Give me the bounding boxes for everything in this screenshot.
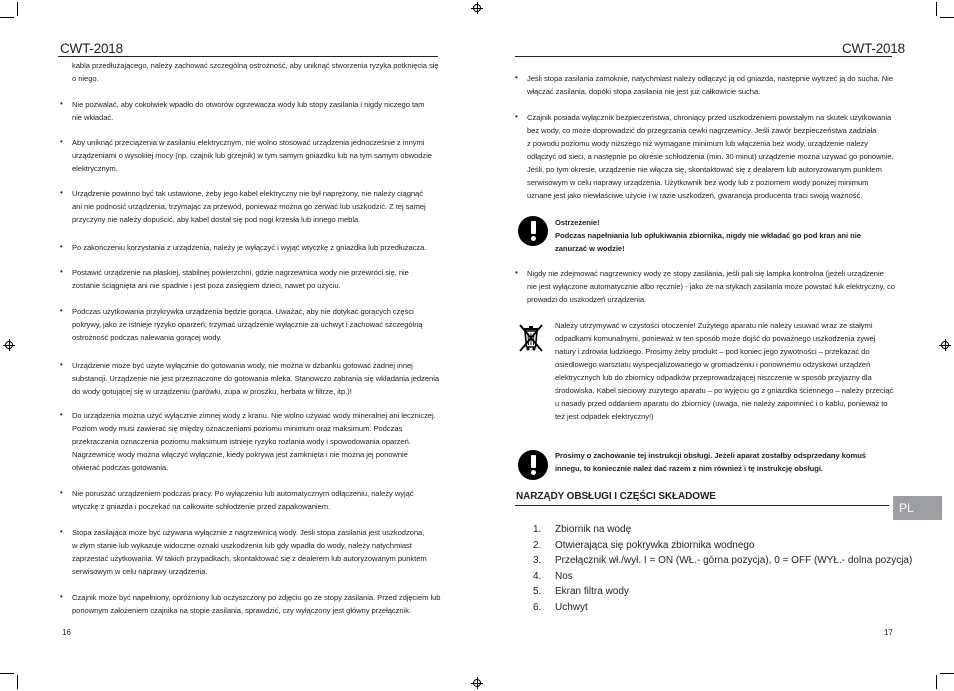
text-line: Aby uniknąć przeciążenia w zasilaniu elektrycznym, nie wolno stosować urządzenia jednocześnie z innymi (72, 138, 425, 147)
header-rule (515, 56, 892, 57)
bullet-paragraph (72, 526, 427, 578)
bullet-marker: • (60, 410, 63, 419)
text-line: też jest odpadek elektryczny!) (555, 412, 654, 421)
text-line: zanurzać w wodzie! (555, 244, 625, 253)
bullet-paragraph (527, 111, 894, 202)
page-header-model: CWT-2018 (60, 41, 123, 56)
language-tab: PL (893, 496, 942, 520)
text-line: przyczyny nie należy dopuścić, aby kabel dostał się pod nogi krzesła lub innego mebla. (72, 215, 361, 224)
text-line: pokrywy, jako że istnieje ryzyko oparzeń; trzymać urządzenie wyłącznie za uchwyt i zachować szczególną (72, 320, 423, 329)
bullet-marker: • (515, 112, 518, 121)
bullet-paragraph (72, 136, 432, 175)
text-line: przekraczania oznaczenia poziomu maksimum istnieje ryzyko rozlania wody i spowodowania oparzeń. (72, 437, 411, 446)
text-line: substancji. Urządzenie nie jest przeznaczone do gotowania mleka. Stanowczo zabrania się wkładania jedzenia (72, 374, 440, 383)
text-line: Prosimy o zachowanie tej instrukcji obsługi. Jeżeli aparat zostałby odsprzedany komuś (555, 451, 866, 460)
bullet-paragraph (527, 72, 893, 98)
text-line: o niego. (72, 74, 99, 83)
text-line: Nigdy nie zdejmować nagrzewnicy wody ze stopy zasilania, jeśli pali się lampka kontrolna (jeżeli urządzenie (527, 269, 884, 278)
item-label: Otwierająca się pokrywka zbiornika wodnego (555, 539, 755, 551)
item-label: Nos (555, 570, 573, 582)
parts-list-item (533, 540, 755, 551)
item-number: 4. (533, 570, 542, 582)
crossed-bin-icon (517, 322, 545, 354)
text-line: elektrycznych lub do zbiornicy odpadków przeprowadzającej niszczenie w sposób przyjazny dla (555, 373, 872, 382)
bullet-marker: • (60, 488, 63, 497)
text-line: Podczas napełniania lub opłukiwania zbiornika, nigdy nie wkładać go pod kran ani nie (555, 231, 861, 240)
text-line: środowiska. Kabel sieciowy zużytego aparatu – po wyjęciu go z gniazdka ściennego – należy przeciąć (555, 386, 894, 395)
text-line: Urządzenie powinno być tak ustawione, żeby jego kabel elektryczny nie był naprężony, nie należy ciągnąć (72, 189, 423, 198)
header-rule (58, 56, 438, 57)
text-line: z powodu poziomu wody niższego niż wymagane minimum lub włączenia bez wody, urządzenie należy (527, 139, 868, 148)
item-number: 1. (533, 524, 542, 535)
text-line: serwisowym w celu naprawy urządzenia. Użytkownik bez wody lub z poziomem wody poniżej minimum (527, 178, 869, 187)
section-title: NARZĄDY OBSŁUGI I CZĘŚCI SKŁADOWE (516, 491, 716, 502)
bullet-paragraph (72, 591, 440, 617)
bullet-paragraph (72, 266, 409, 292)
text-line: Należy utrzymywać w czystości otoczenie! Zużytego aparatu nie należy usuwać wraz ze stałymi (555, 321, 873, 330)
text-line: Do urządzenia można użyć wyłącznie zimnej wody z kranu. Nie wolno używać wody mineralnej ani leczniczej. (72, 411, 436, 420)
instruction-notice (555, 449, 866, 475)
item-label: Uchwyt (555, 602, 588, 613)
bullet-paragraph (72, 98, 424, 124)
text-line: zaprzestać użytkowania. W takich przypadkach, skontaktować się z dealerem lub autoryzowanym punktem (72, 554, 427, 563)
text-line: Urządzenie może być użyte wyłącznie do gotowania wody, nie można w dzbanku gotować żadnej innej (72, 361, 413, 370)
text-line: ani nie podnosić urządzenia, trzymając za przewód, ponieważ można go zerwać lub uszkodzić. Z tej samej (72, 202, 426, 211)
text-line: włączać zasilania, dopóki stopa zasilania nie jest już całkowicie sucha. (527, 87, 761, 96)
parts-list-item (533, 602, 588, 613)
text-line: elektrycznym. (72, 164, 118, 173)
warning-text (555, 229, 861, 255)
text-line: Czajnik posiada wyłącznik bezpieczeństwa, chroniący przed uszkodzeniem powstałym na skutek użytkowania (527, 113, 892, 122)
text-line: Po zakończeniu korzystania z urządzenia, należy je wyłączyć i wyjąć wtyczkę z gniazdka lub przedłużacza. (72, 243, 427, 252)
text-line: serwisowym w celu naprawy urządzenia. (72, 567, 208, 576)
page-number: 17 (884, 628, 893, 637)
text-line: w złym stanie lub wykazuje widoczne oznaki uszkodzenia lub gdy wpadła do wody, należy natychmiast (72, 541, 412, 550)
page-header-model: CWT-2018 (842, 41, 905, 56)
text-line: odpadkami komunalnymi, ponieważ w ten sposób może dojść do poważnego uszkodzenia żywej (555, 334, 876, 343)
section-rule (515, 505, 889, 506)
exclamation-icon (518, 450, 548, 480)
text-line: nie jest wyłączone automatycznie albo ręcznie) - jako że na stykach zasilania może powstać łuk elektryczny, co (527, 282, 895, 291)
text-line: otwierać podczas gotowania. (72, 463, 169, 472)
text-line: ostrożność podczas nalewania gorącej wody. (72, 333, 222, 342)
bullet-marker: • (60, 306, 63, 315)
text-line: zostanie ściągnięta ani nie spadnie i jest poza zasięgiem dzieci, nawet po użyciu. (72, 281, 341, 290)
item-number: 5. (533, 586, 542, 598)
text-line: do wody gotującej się w urządzeniu (parówki, zupa w proszku, herbata w filtrze, itp.)! (72, 387, 352, 396)
bullet-marker: • (60, 188, 63, 197)
parts-list-item (533, 524, 631, 535)
bullet-paragraph (72, 305, 423, 344)
bullet-marker: • (60, 242, 63, 251)
item-number: 2. (533, 539, 542, 551)
item-label: Zbiornik na wodę (555, 524, 632, 535)
bullet-marker: • (60, 137, 63, 146)
bullet-marker: • (60, 99, 63, 108)
bullet-paragraph (72, 487, 414, 513)
text-line: urządzeniami o wysokiej mocy (np. czajnik lub grzejnik) w tym samym gniazdku lub na tym samym obwodzie (72, 151, 432, 160)
continuation-paragraph (72, 59, 439, 85)
bullet-paragraph (72, 241, 426, 254)
item-number: 6. (533, 602, 542, 613)
bullet-paragraph (527, 267, 895, 306)
text-line: Nagrzewnicę wody można włączyć wyłącznie, kiedy pokrywa jest zamknięta i nie można jej ponownie (72, 450, 408, 459)
text-line: nie wkładać. (72, 113, 114, 122)
text-line: Nie pozwalać, aby cokolwiek wpadło do otworów ogrzewacza wody lub stopy zasilania i nigdy niczego tam (72, 100, 425, 109)
text-line: bez wody, co może doprowadzić do przegrzania cewki nagrzewnicy. Jeśli zawór bezpieczeństwa zadziała (527, 126, 877, 135)
text-line: Czajnik może być napełniony, opróżniony lub oczyszczony po zdjęciu go ze stopy zasilania. Przed zdjęciem lub (72, 593, 441, 602)
text-line: osiedlowego warsztatu wyspecjalizowanego w gromadzeniu i ponownemu odzyskowi urządzeń (555, 360, 871, 369)
text-line: odłączyć od sieci, a następnie po okresie schłodzenia (min. 30 minut) urządzenie można używać go ponownie. (527, 152, 894, 161)
weee-text (555, 319, 893, 423)
text-line: prowadzi do uszkodzeń urządzenia. (527, 295, 647, 304)
text-line: wtyczkę z gniazda i poczekać na całkowite schłodzenie przed zapakowaniem. (72, 502, 331, 511)
text-line: u nasady przed oddaniem aparatu do zbiornicy (uwaga, nie należy zapomnieć i o kablu, ponieważ to (555, 399, 888, 408)
bullet-marker: • (60, 360, 63, 369)
text-line: Podczas użytkowania przykrywka urządzenia będzie gorąca. Uważać, aby nie dotykać gorących części (72, 307, 414, 316)
text-line: kabla przedłużającego, należy zachować szczególną ostrożność, aby uniknąć stworzenia ryzyka potknięcia się (72, 61, 439, 70)
exclamation-icon (518, 216, 548, 246)
bullet-marker: • (60, 267, 63, 276)
text-line: Poziom wody musi zawierać się między oznaczeniami poziomu minimum oraz maksimum. Podczas (72, 424, 403, 433)
text-line: Stopa zasilająca może być używana wyłącznie z nagrzewnicą wody. Jeśli stopa zasilania jest uszkodzona, (72, 528, 425, 537)
bullet-paragraph (72, 409, 436, 474)
text-line: Postawić urządzenie na płaskiej, stabilnej powierzchni, gdzie nagrzewnica wody nie przewróci się, nie (72, 268, 409, 277)
parts-list-item (533, 555, 912, 566)
text-line: Nie poruszać urządzeniem podczas pracy. Po wyłączeniu lub automatycznym odłączeniu, należy wyjąć (72, 489, 414, 498)
bullet-paragraph (72, 187, 426, 226)
bullet-marker: • (60, 592, 63, 601)
text-line: Jeśli stopa zasilania zamoknie, natychmiast należy odłączyć ją od gniazda, następnie wytrzeć ją do sucha. Nie (527, 74, 893, 83)
text-line: ponownym założeniem czajnika na stopie zasilania, sprawdzić, czy wyłączony jest główny przełącznik. (72, 606, 412, 615)
text-line: uznane jest jako niewłaściwe użycie i w razie uszkodzeń, gwarancja producenta traci swoją ważność. (527, 191, 863, 200)
text-line: Jeśli, po tym okresie, urządzenie nie włącza się, skontaktować się z dealarem lub autoryzowanym punktem (527, 165, 882, 174)
text-line: natury i zdrowia ludzkiego. Prosimy żeby produkt – pod koniec jego żywotności – przekazać do (555, 347, 870, 356)
item-label: Ekran filtra wody (555, 586, 629, 598)
bullet-paragraph (72, 359, 439, 398)
item-label: Przełącznik wł./wył. I = ON (WŁ.- górna pozycja), 0 = OFF (WYŁ.- dolna pozycja) (555, 555, 913, 567)
bullet-marker: • (60, 527, 63, 536)
parts-list-item (533, 586, 629, 597)
warning-title: Ostrzeżenie! (555, 218, 600, 227)
bullet-marker: • (515, 73, 518, 82)
parts-list-item (533, 571, 573, 582)
text-line: innegu, to koniecznie należ dać razem z nim również i tę instrukcję obsługi. (555, 464, 823, 473)
page-number: 16 (62, 628, 71, 637)
bullet-marker: • (515, 268, 518, 277)
item-number: 3. (533, 555, 542, 567)
